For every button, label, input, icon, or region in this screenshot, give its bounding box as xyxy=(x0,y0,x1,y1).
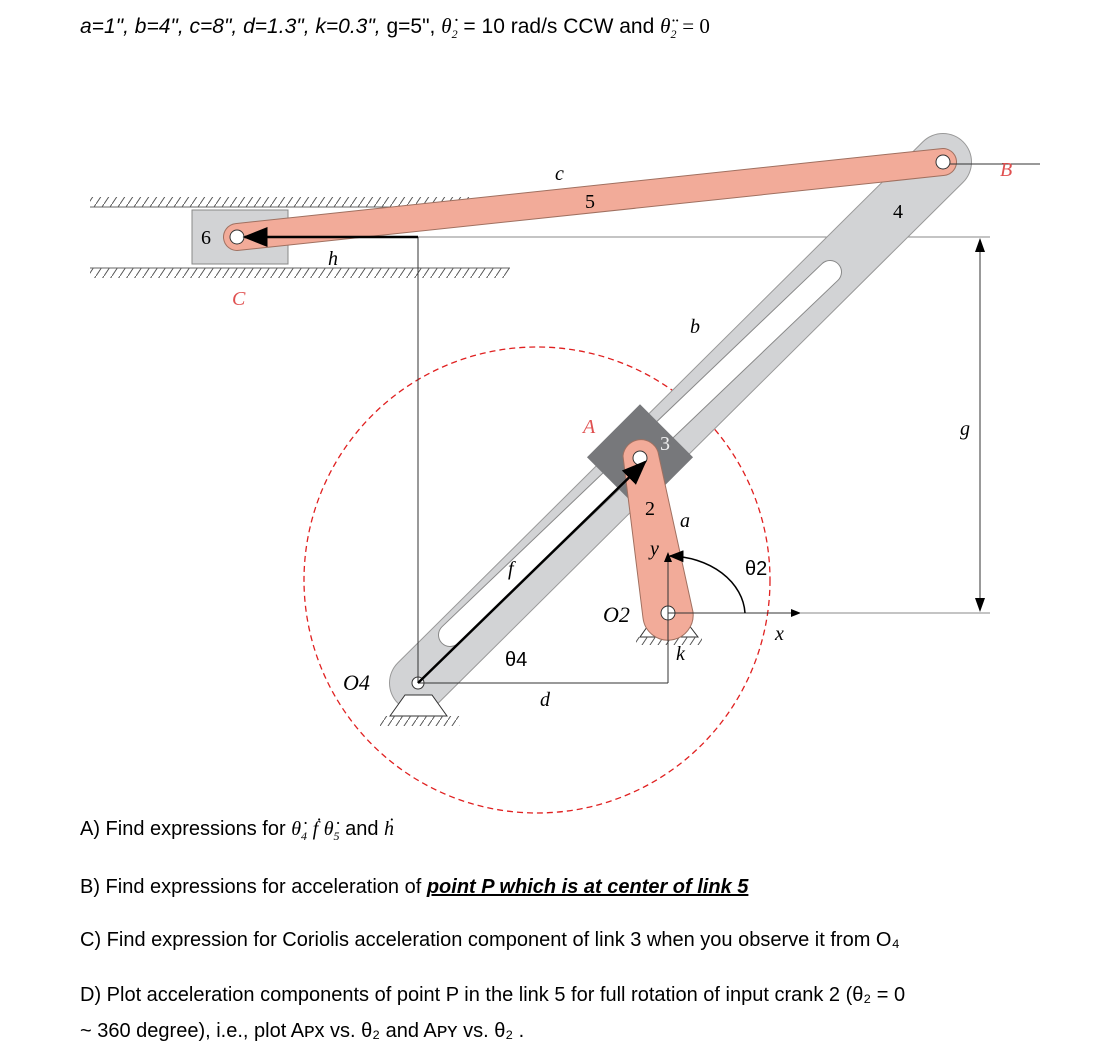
given-b: b=4", xyxy=(134,15,184,38)
question-d-line2: ~ 360 degree), i.e., plot Aᴘx vs. θ₂ and Aᴘʏ vs. θ₂ . xyxy=(80,1020,525,1042)
pin-c xyxy=(230,230,244,244)
label-point-c: C xyxy=(232,288,246,310)
theta-symbol: θ̇ xyxy=(291,818,302,840)
subscript: 2 xyxy=(451,27,458,42)
vector-f xyxy=(418,462,645,683)
label-theta2: θ2 xyxy=(745,558,768,580)
question-a xyxy=(80,818,394,844)
label-g: g xyxy=(960,418,970,440)
theta5-dot xyxy=(324,818,340,844)
given-g: g=5", xyxy=(386,15,436,38)
label-theta4: θ4 xyxy=(505,649,528,671)
question-d-line1: D) Plot acceleration components of point P in the link 5 for full rotation of input crank 2 (θ₂ = 0 xyxy=(80,984,906,1006)
h-dot: ḣ xyxy=(384,818,395,840)
label-link-6: 6 xyxy=(201,227,211,249)
given-a: a=1", xyxy=(80,15,129,38)
label-a: a xyxy=(680,510,690,532)
ground-o4-hatch xyxy=(380,716,460,726)
given-d: d=1.3", xyxy=(243,15,310,38)
label-link-4: 4 xyxy=(893,201,903,223)
label-x: x xyxy=(775,623,784,645)
omega-text: = 10 rad/s CCW and xyxy=(463,15,655,38)
question-b-emphasis: point P which is at center of link 5 xyxy=(426,876,749,898)
label-o4: O4 xyxy=(343,670,370,695)
theta4-dot xyxy=(291,818,307,844)
label-point-a: A xyxy=(583,416,596,438)
theta-symbol: θ̇ xyxy=(323,818,334,840)
label-d: d xyxy=(540,689,550,711)
label-k: k xyxy=(676,643,685,665)
ground-hatch-bottom xyxy=(90,268,510,278)
question-b-text: B) Find expressions for acceleration of xyxy=(80,876,422,898)
label-f: f xyxy=(508,558,514,580)
subscript: 2 xyxy=(670,27,677,42)
label-b: b xyxy=(690,316,700,338)
given-k: k=0.3", xyxy=(315,15,381,38)
theta-symbol: θ̇ xyxy=(441,14,452,38)
question-c: C) Find expression for Coriolis acceleration component of link 3 when you observe it from O₄ xyxy=(80,929,900,951)
subscript: 5 xyxy=(333,829,340,843)
label-link-2: 2 xyxy=(645,498,655,520)
label-o2: O2 xyxy=(603,602,630,627)
label-c: c xyxy=(555,163,564,185)
subscript: 4 xyxy=(301,829,308,843)
question-b xyxy=(80,876,748,899)
given-c: c=8", xyxy=(189,15,238,38)
label-h: h xyxy=(328,248,338,270)
alpha-text: = 0 xyxy=(682,14,710,38)
label-link-3: 3 xyxy=(660,433,670,455)
label-link-5: 5 xyxy=(585,191,595,213)
pin-b xyxy=(936,155,950,169)
and-text: and xyxy=(345,818,379,840)
label-point-b: B xyxy=(1000,159,1013,181)
f-dot: ḟ xyxy=(312,818,319,840)
question-a-text: A) Find expressions for xyxy=(80,818,286,840)
label-y: y xyxy=(650,538,659,560)
theta-symbol: θ̈ xyxy=(660,14,671,38)
